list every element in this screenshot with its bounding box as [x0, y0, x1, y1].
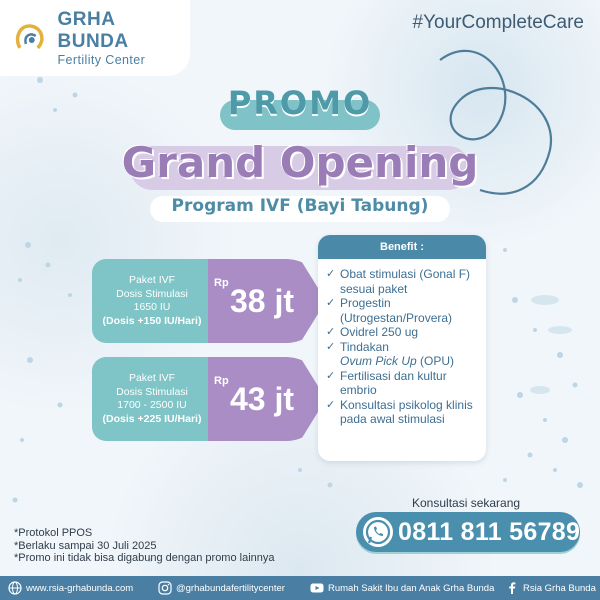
whatsapp-icon[interactable] [362, 516, 394, 548]
package-line: Dosis Stimulasi [116, 287, 188, 300]
package-card [92, 357, 322, 441]
package-currency: Rp [214, 375, 229, 387]
package-card [92, 259, 322, 343]
contact-label: Konsultasi sekarang [412, 496, 521, 510]
footer-youtube[interactable]: Rumah Sakit Ibu dan Anak Grha Bunda [310, 581, 494, 595]
package-line: 1650 IU [133, 301, 171, 313]
instagram-icon [158, 581, 172, 595]
list-item: ✓ Tindakan Ovum Pick Up (OPU) [326, 339, 455, 368]
headline-promo: PROMO [227, 84, 373, 122]
footer-website[interactable]: www.rsia-grhabunda.com [8, 581, 133, 595]
logo-box [0, 0, 190, 76]
footer [0, 576, 600, 600]
brand-subtitle: Fertility Center [57, 53, 146, 67]
note-line: *Berlaku sampai 30 Juli 2025 [14, 539, 157, 552]
benefit-list [318, 259, 486, 427]
package-details [92, 259, 212, 343]
contact-phone[interactable]: 0811 811 56789 [398, 518, 581, 546]
package-line: Paket IVF [128, 372, 176, 384]
list-item: ✓ Fertilisasi dan kultur embrio [326, 368, 447, 397]
benefit-title: Benefit : [318, 235, 486, 259]
package-dose: (Dosis +150 IU/Hari) [102, 314, 202, 327]
package-line: Paket IVF [128, 274, 176, 286]
check-icon: ✓ [326, 268, 336, 280]
notes [14, 527, 275, 565]
youtube-icon [310, 581, 324, 595]
logo-icon [12, 18, 52, 58]
check-icon: ✓ [326, 369, 336, 382]
package-dose: (Dosis +225 IU/Hari) [102, 412, 202, 425]
list-item: ✓ Progestin (Utrogestan/Provera) [326, 296, 453, 325]
benefit-card [318, 235, 486, 461]
headline-title: Grand Opening [121, 138, 479, 187]
headline-subtitle: Program IVF (Bayi Tabung) [171, 196, 429, 216]
check-icon: ✓ [326, 398, 336, 411]
globe-icon [8, 581, 22, 595]
check-icon: ✓ [326, 340, 336, 353]
package-price: 43 jt [230, 381, 295, 417]
check-icon: ✓ [326, 326, 336, 338]
package-price: 38 jt [230, 283, 295, 319]
footer-facebook[interactable]: Rsia Grha Bunda [505, 581, 596, 595]
benefit-italic: Ovum Pick Up [340, 354, 417, 368]
package-line: Dosis Stimulasi [116, 385, 188, 398]
list-item: ✓ Ovidrel 250 ug [326, 325, 419, 339]
list-item: ✓ Obat stimulasi (Gonal F) sesuai paket [326, 267, 471, 296]
list-item: ✓ Konsultasi psikolog klinis pada awal stimulasi [326, 397, 473, 426]
footer-instagram[interactable]: @grhabundafertilitycenter [158, 581, 285, 595]
note-line: *Promo ini tidak bisa digabung dengan promo lainnya [14, 552, 275, 564]
hashtag: #YourCompleteCare [412, 12, 584, 33]
note-line: *Protokol PPOS [14, 527, 93, 539]
check-icon: ✓ [326, 297, 336, 309]
facebook-icon [505, 581, 519, 595]
package-details [92, 357, 212, 441]
package-currency: Rp [214, 277, 229, 289]
brand-name: GRHA BUNDA [57, 9, 129, 52]
package-line: 1700 - 2500 IU [117, 399, 187, 411]
